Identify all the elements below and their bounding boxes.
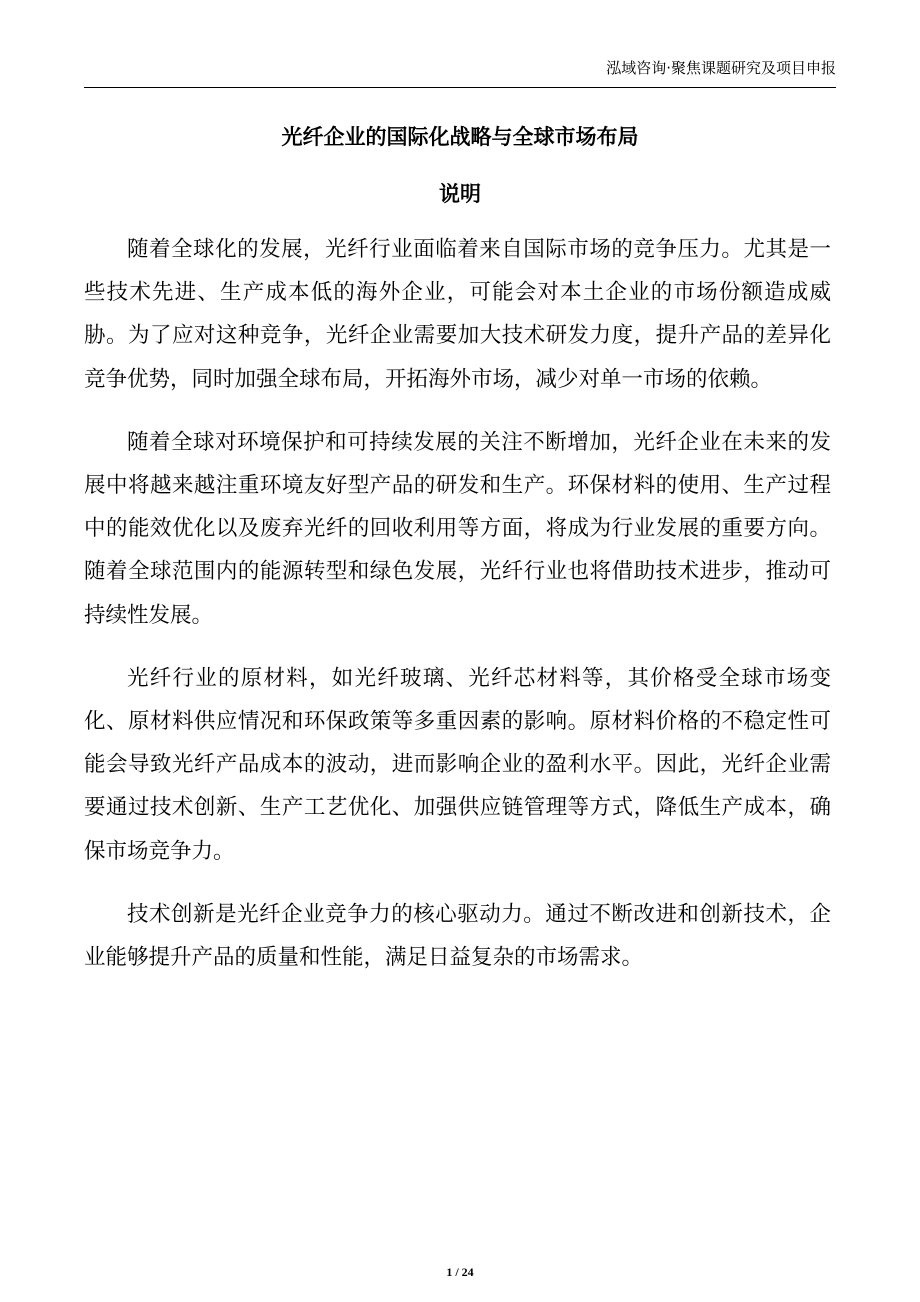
- document-body: [84, 228, 831, 999]
- header-divider: [84, 87, 836, 88]
- page-header: 泓域咨询·聚焦课题研究及项目申报: [606, 59, 836, 77]
- body-paragraph: 随着全球化的发展，光纤行业面临着来自国际市场的竞争压力。尤其是一些技术先进、生产成本低的海外企业，可能会对本土企业的市场份额造成威胁。为了应对这种竞争，光纤企业需要加大技术研发力度，提升产品的差异化竞争优势，同时加强全球布局，开拓海外市场，减少对单一市场的依赖。: [84, 237, 831, 392]
- body-paragraph: 光纤行业的原材料，如光纤玻璃、光纤芯材料等，其价格受全球市场变化、原材料供应情况和环保政策等多重因素的影响。原材料价格的不稳定性可能会导致光纤产品成本的波动，进而影响企业的盈利水平。因此，光纤企业需要通过技术创新、生产工艺优化、加强供应链管理等方式，降低生产成本，确保市场竞争力。: [84, 665, 831, 864]
- section-title: 说明: [439, 182, 481, 206]
- page-number: 1 / 24: [446, 1265, 474, 1279]
- body-paragraph: 技术创新是光纤企业竞争力的核心驱动力。通过不断改进和创新技术，企业能够提升产品的质量和性能，满足日益复杂的市场需求。: [84, 901, 831, 971]
- document-title: 光纤企业的国际化战略与全球市场布局: [281, 125, 639, 149]
- body-paragraph: 随着全球对环境保护和可持续发展的关注不断增加，光纤企业在未来的发展中将越来越注重环境友好型产品的研发和生产。环保材料的使用、生产过程中的能效优化以及废弃光纤的回收利用等方面，将成为行业发展的重要方向。随着全球范围内的能源转型和绿色发展，光纤行业也将借助技术进步，推动可持续性发展。: [84, 429, 831, 628]
